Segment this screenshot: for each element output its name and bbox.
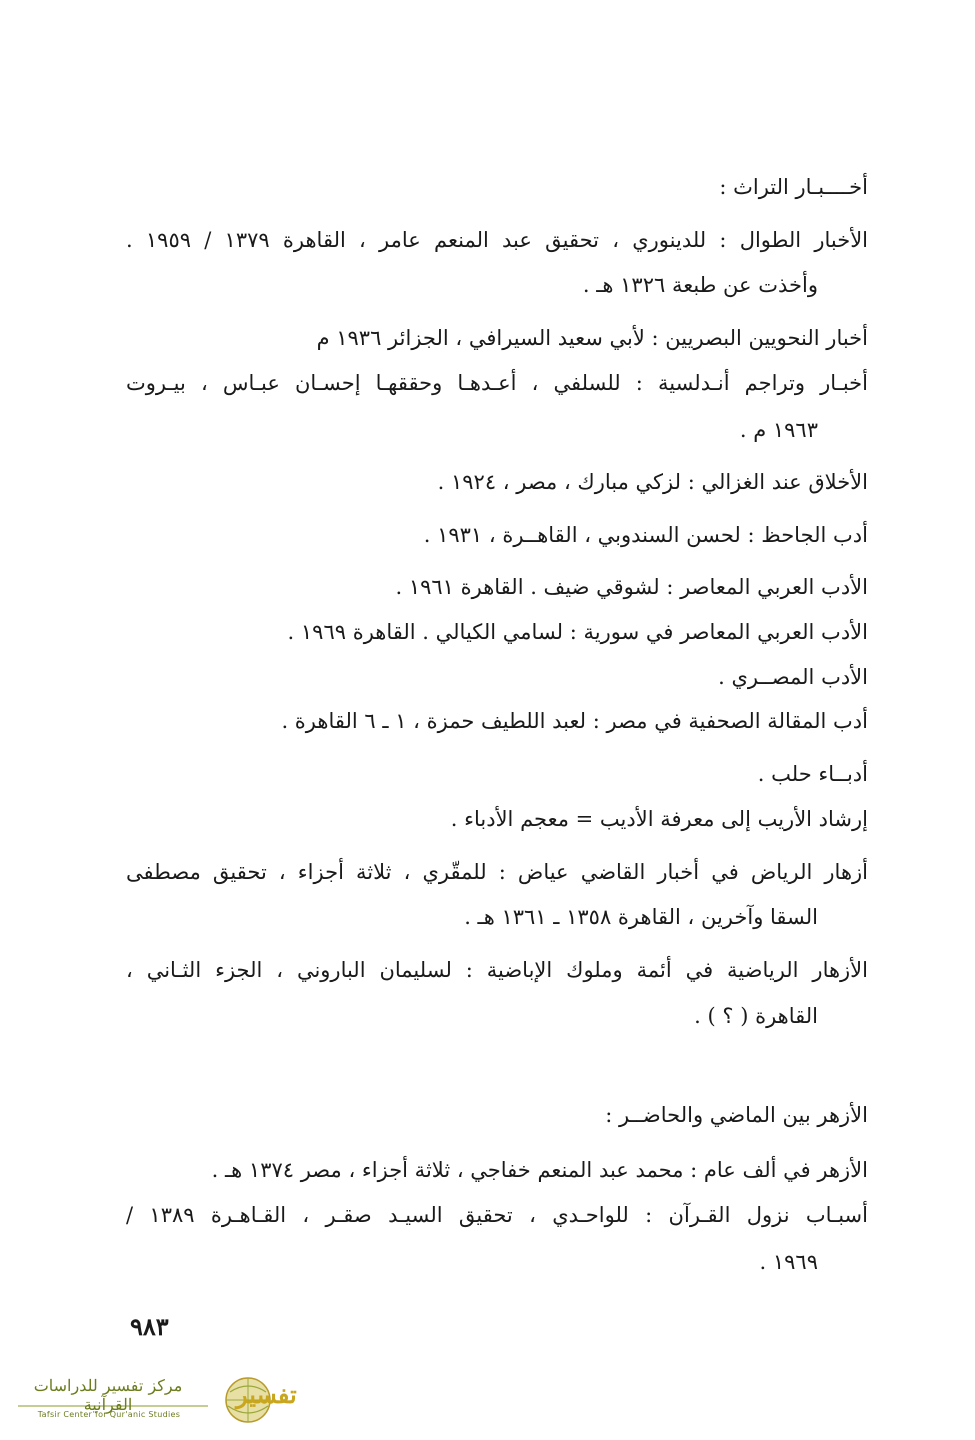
text-line-19: الأزهر بين الماضي والحاضــر : bbox=[605, 1103, 868, 1127]
page-number: ٩٨٣ bbox=[130, 1312, 169, 1341]
text-line-4: أخبار النحويين البصريين : لأبي سعيد السيرافي ، الجزائر ١٩٣٦ م bbox=[316, 326, 868, 350]
text-line-9: الأدب العربي المعاصر : لشوقي ضيف . القاهرة ١٩٦١ . bbox=[395, 575, 868, 599]
text-line-21: أسبـاب نزول القـرآن : للواحـدي ، تحقيق السيـد صقـر ، القـاهـرة ١٣٨٩ / bbox=[126, 1203, 868, 1227]
text-line-11: الأدب المصــري . bbox=[718, 665, 868, 689]
logo-word: تفسير bbox=[236, 1380, 297, 1409]
text-line-22: ١٩٦٩ . bbox=[759, 1250, 818, 1274]
text-line-14: إرشاد الأريب إلى معرفة الأديب = معجم الأدباء . bbox=[450, 807, 868, 831]
text-line-1: أخــــبـار التراث : bbox=[719, 175, 868, 199]
text-line-10: الأدب العربي المعاصر في سورية : لسامي الكيالي . القاهرة ١٩٦٩ . bbox=[287, 620, 868, 644]
text-line-2: الأخبار الطوال : للدينوري ، تحقيق عبد المنعم عامر ، القاهرة ١٣٧٩ / ١٩٥٩ . bbox=[126, 228, 869, 252]
text-line-3: وأخذت عن طبعة ١٣٢٦ هـ . bbox=[582, 273, 818, 297]
logo-name: مركز تفسير للدراسات القرآنية bbox=[33, 1376, 183, 1414]
text-line-12: أدب المقالة الصحفية في مصر : لعبد اللطيف حمزة ، ١ ـ ٦ القاهرة . bbox=[281, 709, 868, 733]
text-line-15: أزهار الرياض في أخبار القاضي عياض : للمقّري ، ثلاثة أجزاء ، تحقيق مصطفى bbox=[126, 860, 868, 884]
text-line-17: الأزهار الرياضية في أئمة وملوك الإباضية : لسليمان الباروني ، الجزء الثـاني ، bbox=[126, 958, 868, 982]
text-line-5: أخبـار وتراجم أنـدلسية : للسلفي ، أعـدهـا وحققهـا إحسـان عبـاس ، بيـروت bbox=[126, 371, 868, 395]
text-line-7: الأخلاق عند الغزالي : لزكي مبارك ، مصر ، ١٩٢٤ . bbox=[437, 470, 868, 494]
text-line-6: ١٩٦٣ م . bbox=[739, 418, 818, 442]
text-line-18: القاهرة ( ؟ ) . bbox=[694, 1004, 818, 1028]
logo-subtitle: Tafsir Center for Qur'anic Studies bbox=[37, 1410, 181, 1419]
text-line-13: أدبــاء حلب . bbox=[757, 762, 868, 786]
text-line-16: السقا وآخرين ، القاهرة ١٣٥٨ ـ ١٣٦١ هـ . bbox=[464, 905, 818, 929]
text-line-20: الأزهر في ألف عام : محمد عبد المنعم خفاجي ، ثلاثة أجزاء ، مصر ١٣٧٤ هـ . bbox=[211, 1158, 868, 1182]
text-line-8: أدب الجاحظ : لحسن السندوبي ، القاهــرة ، ١٩٣١ . bbox=[423, 523, 868, 547]
